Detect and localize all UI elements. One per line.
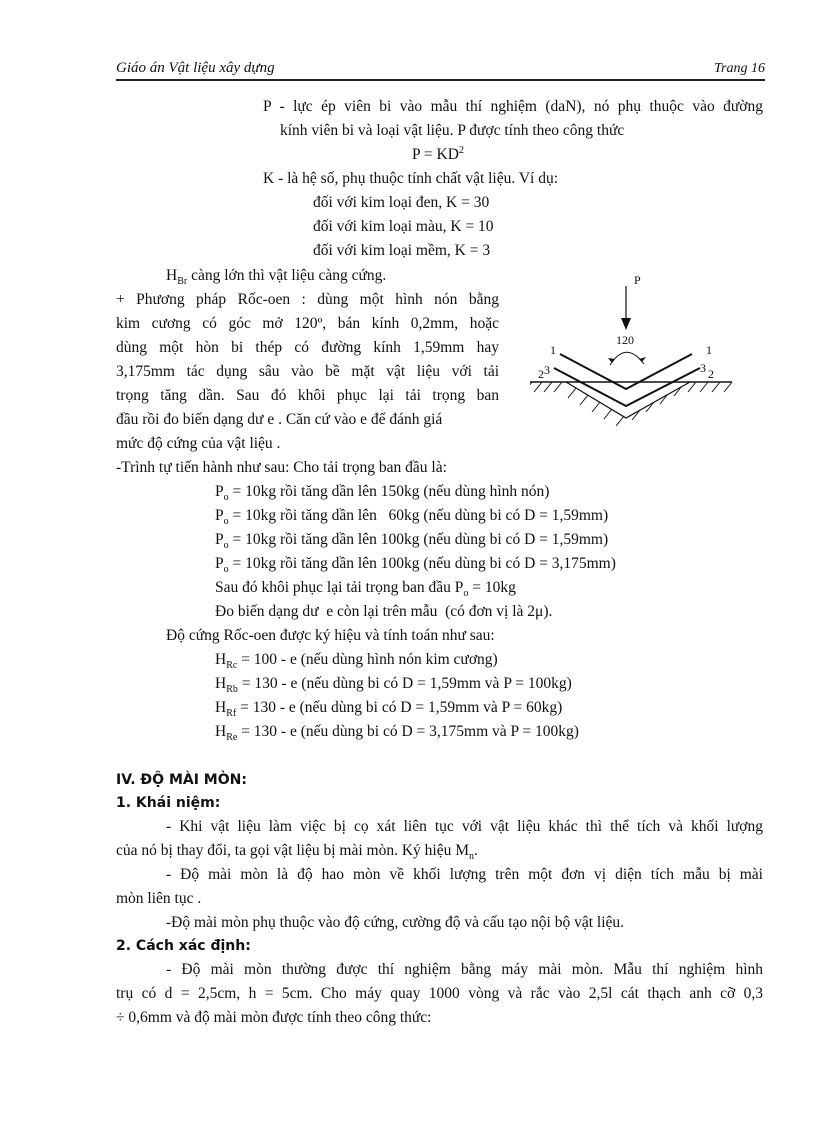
hbr-rest: càng lớn thì vật liệu càng cứng.	[187, 267, 387, 284]
rockwell-line-5: trọng tăng dần. Sau đó khôi phục lại tải trọng ban	[116, 387, 499, 404]
sequence-step-4	[215, 553, 616, 575]
section-4-p1-line1: - Khi vật liệu làm việc bị cọ xát liên tục với vật liệu khác thì thể tích và khối lượng	[166, 818, 763, 835]
step-1-symbol: P	[215, 483, 224, 500]
section-4-p4-line3: ÷ 0,6mm và độ mài mòn được tính theo công thức:	[116, 1009, 432, 1026]
sequence-step-3	[215, 529, 608, 551]
step-3-sub: o	[223, 540, 229, 552]
section-4-p1-line2	[116, 840, 478, 862]
hrb-sub: Rb	[226, 684, 238, 696]
hrc-symbol: H	[215, 651, 227, 668]
step-5-text-a: Sau đó khôi phục lại tải trọng ban đầu P	[215, 579, 464, 596]
force-arrow-head	[621, 318, 631, 330]
step-2-sub: o	[223, 516, 229, 528]
step-5-text-b: = 10kg	[468, 579, 516, 596]
figure-label-1-right: 1	[706, 343, 712, 357]
para-k-line1: K - là hệ số, phụ thuộc tính chất vật liệu. Ví dụ:	[263, 170, 559, 187]
hrf-sub: Rf	[226, 708, 237, 720]
section-4-p4-line2: trụ có d = 2,5cm, h = 5cm. Cho máy quay 1000 vòng và rắc vào 2,5l cát thạch anh cỡ 0,3	[116, 985, 763, 1002]
hbr-line	[166, 265, 386, 287]
p1b-sub: n	[469, 851, 474, 863]
formula-p-sup: 2	[458, 144, 464, 156]
angle-arrow-left	[608, 358, 615, 363]
hre-text: = 130 - e (nếu dùng bi có D = 3,175mm và P = 100kg)	[237, 723, 579, 740]
page-header	[116, 57, 765, 81]
step-3-text: = 10kg rồi tăng dần lên 100kg (nếu dùng bi có D = 1,59mm)	[228, 531, 609, 548]
rockwell-line-3: dùng một hòn bi thép có đường kính 1,59mm hay	[116, 339, 499, 356]
para-k-example-3: đối với kim loại mềm, K = 3	[313, 242, 491, 259]
para-k-example-2: đối với kim loại màu, K = 10	[313, 218, 494, 235]
step-4-sub: o	[223, 564, 229, 576]
section-4-p3: -Độ mài mòn phụ thuộc vào độ cứng, cường độ và cấu tạo nội bộ vật liệu.	[166, 914, 625, 931]
sequence-step-2	[215, 505, 608, 527]
para-k-example-1: đối với kim loại đen, K = 30	[313, 194, 490, 211]
step-1-text: = 10kg rồi tăng dần lên 150kg (nếu dùng hình nón)	[228, 483, 550, 500]
rockwell-line-4: 3,175mm tác dụng sâu vào bề mặt vật liệu với tải	[116, 363, 499, 380]
figure-label-1-left: 1	[550, 343, 556, 357]
figure-label-2-left: 2	[538, 367, 544, 381]
figure-label-angle: 120	[616, 333, 634, 347]
section-4-subheading-1: 1. Khái niệm:	[116, 795, 221, 811]
step-2-symbol: P	[215, 507, 224, 524]
hrf-text: = 130 - e (nếu dùng bi có D = 1,59mm và P = 60kg)	[236, 699, 563, 716]
section-4-p2-line1: - Độ mài mòn là độ hao mòn về khối lượng trên một đơn vị diện tích mẫu bị mài	[166, 866, 763, 883]
hrc-text: = 100 - e (nếu dùng hình nón kim cương)	[237, 651, 498, 668]
para-p-line2: kính viên bi và loại vật liệu. P được tính theo công thức	[280, 122, 625, 139]
sequence-step-6: Đo biến dạng dư e còn lại trên mẫu (có đơn vị là 2μ).	[215, 603, 553, 620]
step-2-text: = 10kg rồi tăng dần lên 60kg (nếu dùng bi có D = 1,59mm)	[228, 507, 609, 524]
header-page-number: Trang 16	[714, 61, 765, 76]
hbr-sub: Br	[177, 276, 188, 288]
formula-p-text: P = KD	[412, 146, 459, 163]
hrf-symbol: H	[215, 699, 227, 716]
step-4-text: = 10kg rồi tăng dần lên 100kg (nếu dùng bi có D = 3,175mm)	[228, 555, 616, 572]
hardness-rc	[215, 649, 498, 671]
rockwell-line-6: đầu rồi đo biến dạng dư e . Căn cứ vào e để đánh giá	[116, 411, 443, 428]
hrc-sub: Rc	[226, 660, 238, 672]
section-4-title: IV. ĐỘ MÀI MÒN:	[116, 772, 247, 788]
figure-label-3-right: 3	[700, 361, 706, 375]
hrb-text: = 130 - e (nếu dùng bi có D = 1,59mm và P = 100kg)	[237, 675, 572, 692]
section-4-p4-line1: - Độ mài mòn thường được thí nghiệm bằng máy mài mòn. Mẫu thí nghiệm hình	[166, 961, 763, 978]
figure-label-2-right: 2	[708, 367, 714, 381]
angle-arrow-right	[639, 357, 646, 362]
angle-arc	[610, 352, 644, 365]
rockwell-diagram	[530, 268, 740, 438]
hre-sub: Re	[226, 732, 238, 744]
hardness-re	[215, 721, 579, 743]
cone-outline-2	[554, 368, 700, 406]
hre-symbol: H	[215, 723, 227, 740]
figure-label-3-left: 3	[544, 363, 550, 377]
sequence-step-1	[215, 481, 549, 503]
sequence-intro: -Trình tự tiến hành như sau: Cho tải trọng ban đầu là:	[116, 459, 447, 476]
figure-label-p: P	[634, 273, 641, 287]
step-3-symbol: P	[215, 531, 224, 548]
hardness-intro: Độ cứng Rốc-oen được ký hiệu và tính toán như sau:	[166, 627, 495, 644]
cone-outline-1	[560, 354, 692, 389]
hardness-rf	[215, 697, 562, 719]
rockwell-line-2: kim cương có góc mở 120º, bán kính 0,2mm, hoặc	[116, 315, 499, 332]
sequence-step-5	[215, 577, 516, 599]
p1b-end: .	[474, 842, 478, 859]
section-4-subheading-2: 2. Cách xác định:	[116, 938, 251, 954]
step-4-symbol: P	[215, 555, 224, 572]
hardness-rb	[215, 673, 572, 695]
para-p-line1: P - lực ép viên bi vào mẫu thí nghiệm (daN), nó phụ thuộc vào đường	[263, 98, 763, 115]
formula-p	[412, 144, 464, 166]
hbr-symbol: H	[166, 267, 178, 284]
rockwell-line-7: mức độ cứng của vật liệu .	[116, 435, 281, 452]
rockwell-line-1: + Phương pháp Rốc-oen : dùng một hình nón bằng	[116, 291, 499, 308]
header-title: Giáo án Vật liệu xây dựng	[116, 60, 275, 76]
step-5-sub: o	[463, 588, 469, 600]
step-1-sub: o	[223, 492, 229, 504]
p1b-text: của nó bị thay đổi, ta gọi vật liệu bị mài mòn. Ký hiệu M	[116, 842, 469, 859]
hrb-symbol: H	[215, 675, 227, 692]
section-4-p2-line2: mòn liên tục .	[116, 890, 202, 907]
